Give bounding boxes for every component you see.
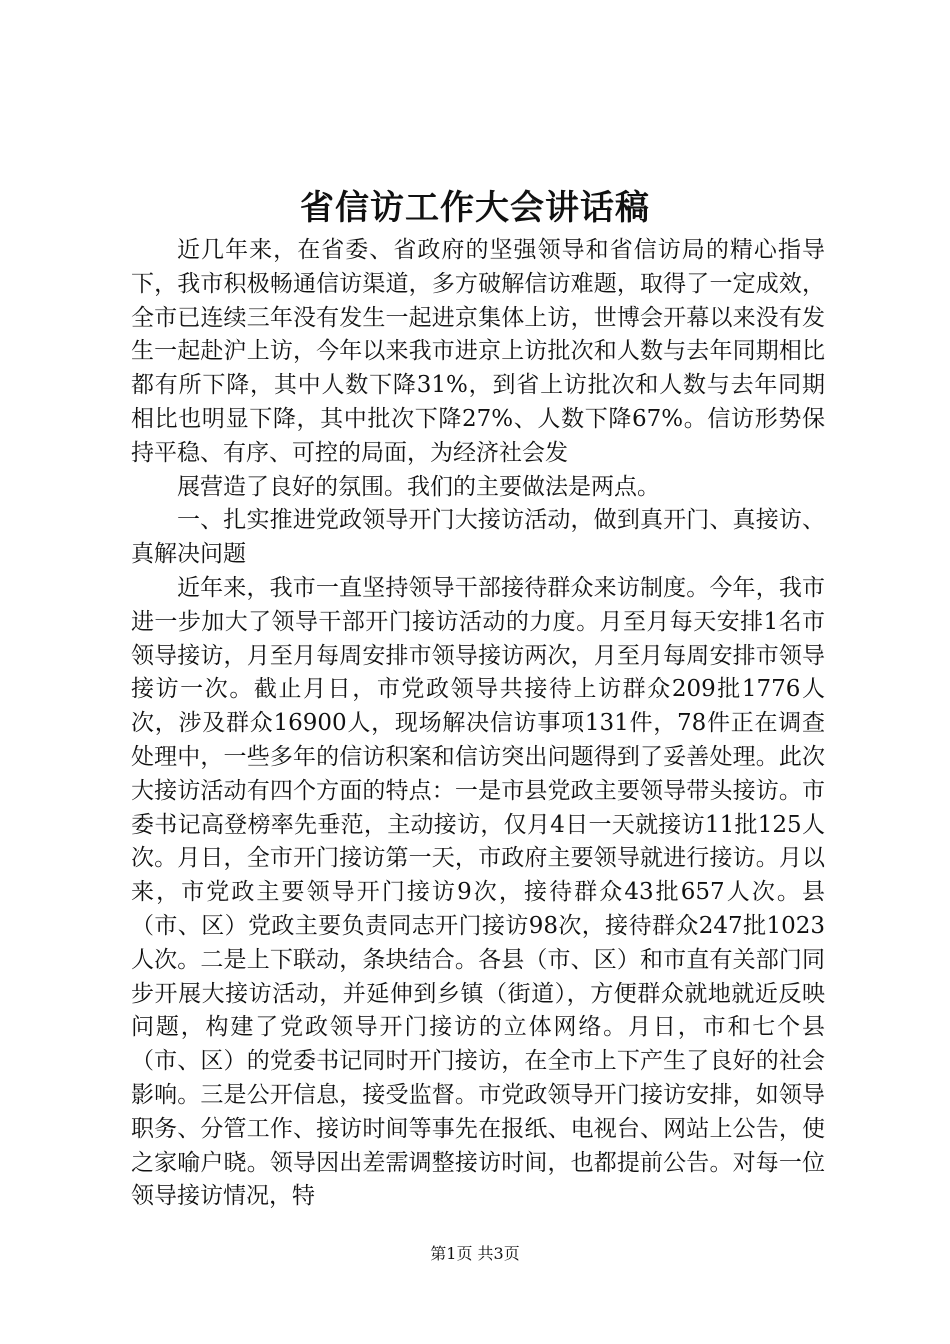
page-number-footer: 第1页 共3页	[430, 1244, 520, 1263]
document-title: 省信访工作大会讲话稿	[300, 188, 650, 228]
section-heading: 一、扎实推进党政领导开门大接访活动，做到真开门、真接访、真解决问题	[131, 507, 825, 568]
paragraph: 近几年来，在省委、省政府的坚强领导和省信访局的精心指导下，我市积极畅通信访渠道，多方破解信访难题，取得了一定成效，全市已连续三年没有发生一起进京集体上访，世博会开幕以来没有发生一起赴沪上访，今年以来我市进京上访批次和人数与去年同期相比都有所下降，其中人数下降31%，到省上访批次和人数与去年同期相比也明显下降，其中批次下降27%、人数下降67%。信访形势保持平稳、有序、可控的局面，为经济社会发	[131, 237, 825, 466]
paragraph: 近年来，我市一直坚持领导干部接待群众来访制度。今年，我市进一步加大了领导干部开门接访活动的力度。月至月每天安排1名市领导接访，月至月每周安排市领导接访两次，月至月每周安排市领导接访一次。截止月日，市党政领导共接待上访群众209批1776人次，涉及群众16900人，现场解决信访事项131件，78件正在调查处理中，一些多年的信访积案和信访突出问题得到了妥善处理。此次大接访活动有四个方面的特点：一是市县党政主要领导带头接访。市委书记高登榜率先垂范，主动接访，仅月4日一天就接访11批125人次。月日，全市开门接访第一天，市政府主要领导就进行接访。月以来，市党政主要领导开门接访9次，接待群众43批657人次。县（市、区）党政主要负责同志开门接访98次，接待群众247批1023人次。二是上下联动，条块结合。各县（市、区）和市直有关部门同步开展大接访活动，并延伸到乡镇（街道），方便群众就地就近反映问题，构建了党政领导开门接访的立体网络。月日，市和七个县（市、区）的党委书记同时开门接访，在全市上下产生了良好的社会影响。三是公开信息，接受监督。市党政领导开门接访安排，如领导职务、分管工作、接访时间等事先在报纸、电视台、网站上公告，使之家喻户晓。领导因出差需调整接访时间，也都提前公告。对每一位领导接访情况，特	[131, 574, 825, 1210]
document-body	[131, 234, 825, 1214]
paragraph: 展营造了良好的氛围。我们的主要做法是两点。	[177, 473, 660, 500]
